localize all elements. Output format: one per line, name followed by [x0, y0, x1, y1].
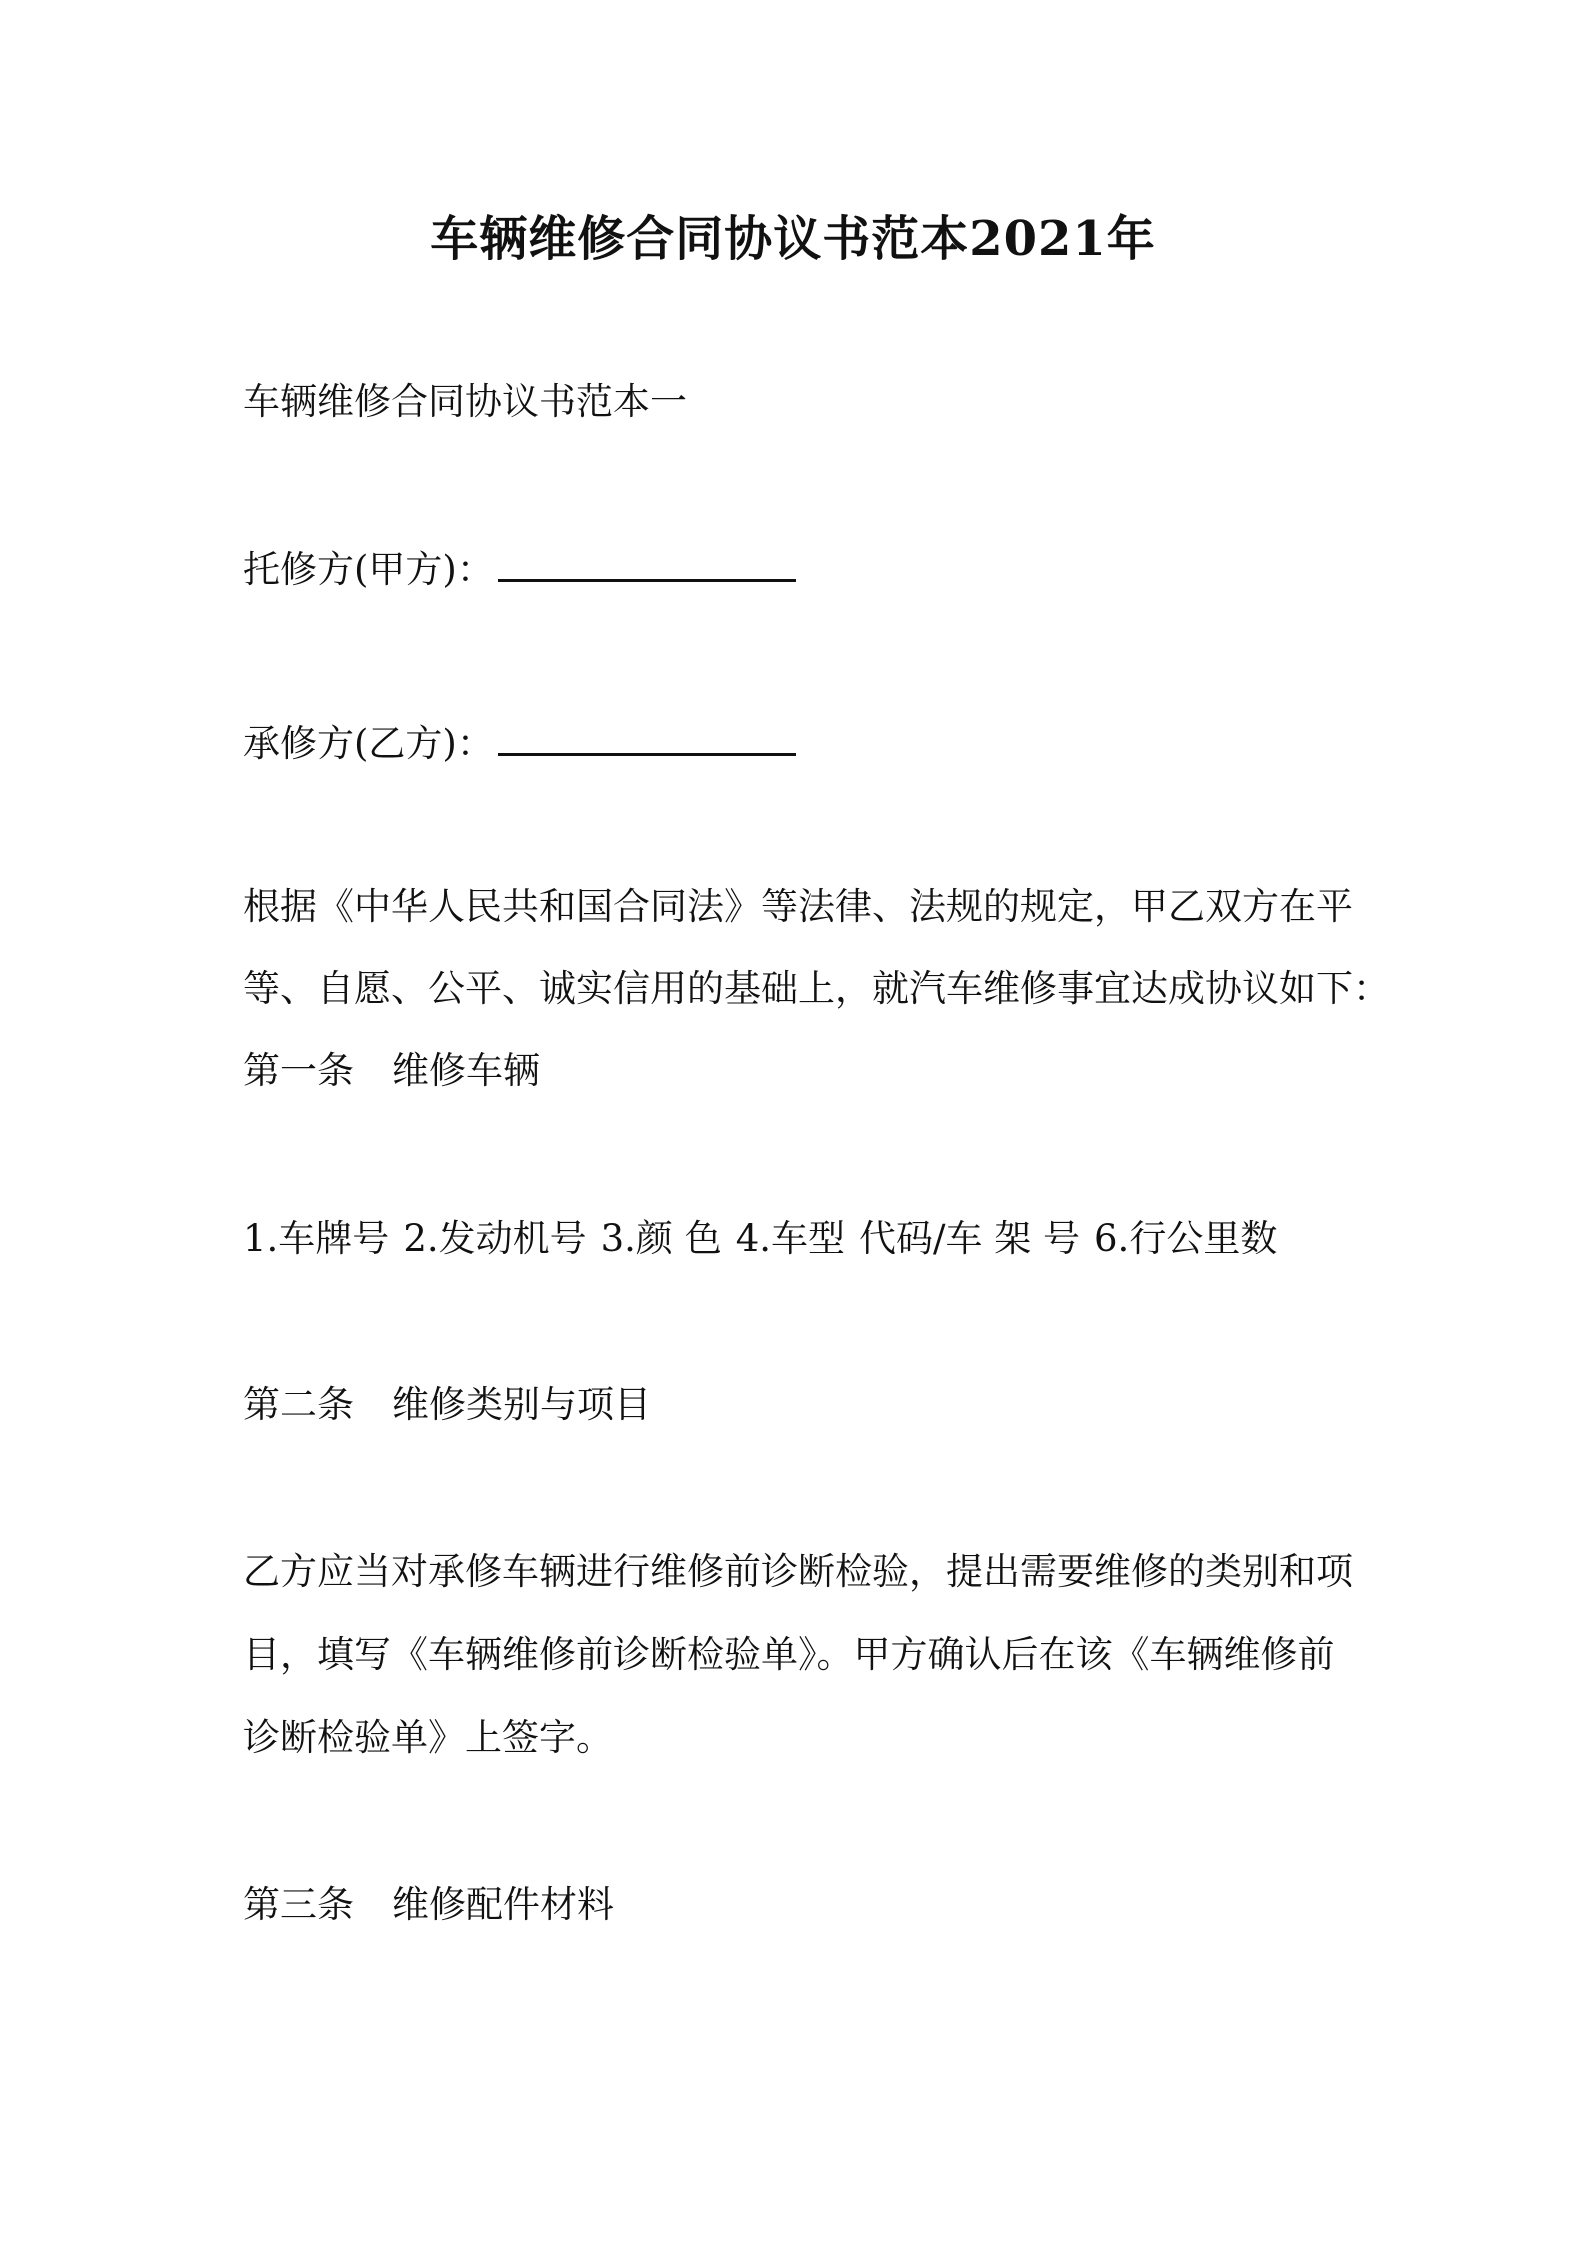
vehicle-fields-row [243, 1212, 1363, 1266]
article-2-line-1: 乙方应当对承修车辆进行维修前诊断检验，提出需要维修的类别和项 [243, 1550, 1353, 1593]
article-number: 第三条 [243, 1883, 354, 1926]
article-title: 维修配件材料 [392, 1883, 614, 1926]
vehicle-field-mileage: 6.行公里数 [1094, 1217, 1278, 1260]
document-subtitle: 车辆维修合同协议书范本一 [243, 380, 687, 423]
article-number: 第二条 [243, 1383, 354, 1426]
article-2-line-2: 目，填写《车辆维修前诊断检验单》。甲方确认后在该《车辆维修前 [243, 1633, 1335, 1676]
vehicle-field-model: 4.车型 [735, 1217, 846, 1260]
article-2-heading [243, 1378, 1363, 1432]
article-1-heading [243, 1044, 1363, 1098]
article-title: 维修车辆 [392, 1049, 540, 1092]
party-b-blank [498, 717, 796, 756]
vehicle-field-color: 3.颜 色 [600, 1217, 722, 1260]
intro-line-2: 等、自愿、公平、诚实信用的基础上，就汽车维修事宜达成协议如下： [243, 967, 1390, 1010]
party-a-row [243, 543, 1363, 597]
article-number: 第一条 [243, 1049, 354, 1092]
party-a-label: 托修方(甲方)： [243, 548, 494, 591]
article-title: 维修类别与项目 [392, 1383, 651, 1426]
party-b-label: 承修方(乙方)： [243, 722, 494, 765]
party-a-blank [498, 543, 796, 582]
article-2-line-3: 诊断检验单》上签字。 [243, 1716, 613, 1759]
article-3-heading [243, 1878, 1363, 1932]
party-b-row [243, 717, 1363, 771]
vehicle-field-engine: 2.发动机号 [403, 1217, 587, 1260]
document-title: 车辆维修合同协议书范本2021年 [430, 211, 1156, 267]
intro-line-1: 根据《中华人民共和国合同法》等法律、法规的规定，甲乙双方在平 [243, 885, 1353, 928]
vehicle-field-vin: 代码/车 架 号 [859, 1217, 1081, 1260]
vehicle-field-plate: 1.车牌号 [243, 1217, 390, 1260]
